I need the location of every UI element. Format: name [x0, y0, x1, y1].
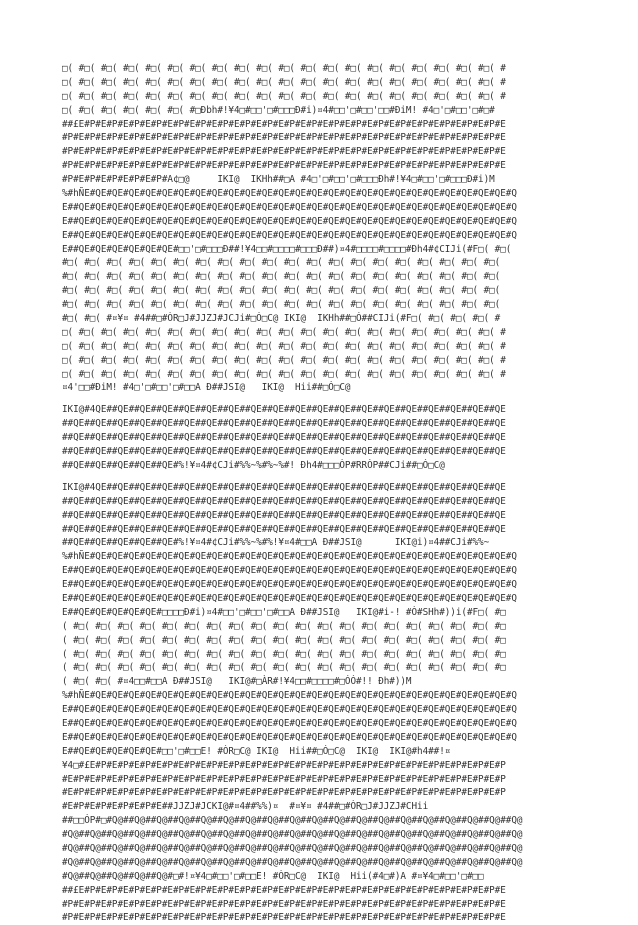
text-line: □( #□( #□( #□( #□( #□( #□( #□( #□( #□( #□( #□( #□( #□( #□( #□( #□( #□( #□( #□( #: [62, 368, 506, 380]
text-line: #E#P#E#P#E#P#E#P#E#P#E#P#E#P#E#P#E#P#E#P#E#P#E#P#E#P#E#P#E#P#E#P#E#P#E#P#E#P#E#P: [62, 787, 506, 799]
text-line: ##QE##QE##QE##QE##QE#%!¥¤4#¢CJi#%%~%#%~%#! Ðh4#□□□ÒP#RRÒP##CJi##□Ó□C@: [62, 459, 445, 471]
text-line: ##QE##QE##QE##QE##QE##QE##QE##QE##QE##QE##QE##QE##QE##QE##QE##QE##QE##QE##QE##QE: [62, 509, 506, 521]
text-line: E##QE#QE#QE#QE#QE#QE#QE#QE#QE#QE#QE#QE#QE#QE#QE#QE#QE#QE#QE#QE#QE#QE#QE#QE#QE#QE#Q: [62, 565, 517, 577]
text-line: ##QE##QE##QE##QE##QE##QE##QE##QE##QE##QE##QE##QE##QE##QE##QE##QE##QE##QE##QE##QE: [62, 495, 506, 507]
text-line: □( #□( #□( #□( #□( #□( #□( #□( #□( #□( #□( #□( #□( #□( #□( #□( #□( #□( #□( #□( #: [62, 76, 506, 88]
text-line: ( #□( #□( #□( #□( #□( #□( #□( #□( #□( #□( #□( #□( #□( #□( #□( #□( #□( #□( #□( #□: [62, 634, 506, 646]
text-line: □( #□( #□( #□( #□( #□( #□Ðbh#!¥4□#□□'□#□□□Ð#i)¤4#□□'□#□□'□□#ÐiM! #4□'□#□□'□#□#: [62, 104, 495, 116]
text-line: #□( #□( #□( #□( #□( #□( #□( #□( #□( #□( #□( #□( #□( #□( #□( #□( #□( #□( #□( #□(: [62, 271, 501, 283]
text-line: E##QE#QE#QE#QE#QE#QE#QE#QE#QE#QE#QE#QE#QE#QE#QE#QE#QE#QE#QE#QE#QE#QE#QE#QE#QE#QE#Q: [62, 592, 517, 604]
text-line: ¥4□#£E#P#E#P#E#P#E#P#E#P#E#P#E#P#E#P#E#P#E#P#E#P#E#P#E#P#E#P#E#P#E#P#E#P#E#P#E#P: [62, 759, 506, 771]
text-line: #Q@##Q@##Q@##Q@##Q@#□#!¤¥4□#□□'□#□□E! #ÒR□C@ IKI@ Hii(#4□#)A #¤¥4□#□□'□#□□: [62, 870, 484, 882]
text-line: ##QE##QE##QE##QE##QE##QE##QE##QE##QE##QE##QE##QE##QE##QE##QE##QE##QE##QE##QE##QE: [62, 446, 506, 458]
text-line: ##QE##QE##QE##QE##QE#%!¥¤4#¢CJi#%%~%#%!¥¤4#□□A Ð##JSI@ IKI@i)¤4##CJi#%%~: [62, 537, 490, 549]
text-line: %#hÑE#QE#QE#QE#QE#QE#QE#QE#QE#QE#QE#QE#QE#QE#QE#QE#QE#QE#QE#QE#QE#QE#QE#QE#QE#QE#Q: [62, 551, 517, 563]
text-line: #P#E#P#E#P#E#P#E#P#E#P#E#P#E#P#E#P#E#P#E#P#E#P#E#P#E#P#E#P#E#P#E#P#E#P#E#P#E#P#E: [62, 132, 506, 144]
text-block-3: [62, 481, 638, 925]
text-line: ##QE##QE##QE##QE##QE##QE##QE##QE##QE##QE##QE##QE##QE##QE##QE##QE##QE##QE##QE##QE: [62, 418, 506, 430]
text-line: ( #□( #□( #□( #□( #□( #□( #□( #□( #□( #□( #□( #□( #□( #□( #□( #□( #□( #□( #□( #□: [62, 648, 506, 660]
text-line: #Q@##Q@##Q@##Q@##Q@##Q@##Q@##Q@##Q@##Q@##Q@##Q@##Q@##Q@##Q@##Q@##Q@##Q@##Q@##Q@##Q@: [62, 856, 523, 868]
text-line: #Q@##Q@##Q@##Q@##Q@##Q@##Q@##Q@##Q@##Q@##Q@##Q@##Q@##Q@##Q@##Q@##Q@##Q@##Q@##Q@##Q@: [62, 842, 523, 854]
text-line: #□( #□( #□( #□( #□( #□( #□( #□( #□( #□( #□( #□( #□( #□( #□( #□( #□( #□( #□( #□(: [62, 257, 501, 269]
text-block-2: [62, 403, 638, 472]
text-line: ( #□( #□( #□( #□( #□( #□( #□( #□( #□( #□( #□( #□( #□( #□( #□( #□( #□( #□( #□( #□: [62, 662, 506, 674]
text-line: E##QE#QE#QE#QE#QE#QE#QE#QE#QE#QE#QE#QE#QE#QE#QE#QE#QE#QE#QE#QE#QE#QE#QE#QE#QE#QE#Q: [62, 201, 517, 213]
text-line: #Q@##Q@##Q@##Q@##Q@##Q@##Q@##Q@##Q@##Q@##Q@##Q@##Q@##Q@##Q@##Q@##Q@##Q@##Q@##Q@##Q@: [62, 829, 523, 841]
text-line: E##QE#QE#QE#QE#QE#QE#QE#QE#QE#QE#QE#QE#QE#QE#QE#QE#QE#QE#QE#QE#QE#QE#QE#QE#QE#QE#Q: [62, 579, 517, 591]
text-line: E##QE#QE#QE#QE#QE#QE#QE#QE#QE#QE#QE#QE#QE#QE#QE#QE#QE#QE#QE#QE#QE#QE#QE#QE#QE#QE#Q: [62, 229, 517, 241]
text-line: IKI@#4QE##QE##QE##QE##QE##QE##QE##QE##QE##QE##QE##QE##QE##QE##QE##QE##QE##QE##QE: [62, 404, 506, 416]
text-line: ( #□( #□( #¤4□□#□□A Ð##JSI@ IKI@#□ÀR#!¥4□□#□□□□#□ÓÓ#!! Ðh#))M: [62, 676, 412, 688]
text-line: E##QE#QE#QE#QE#QE#□□□□Ð#i)¤4#□□'□#□□'□#□□A Ð##JSI@ IKI@#i-! #Ò#SHh#))i(#F□( #□: [62, 606, 506, 618]
text-line: □( #□( #□( #□( #□( #□( #□( #□( #□( #□( #□( #□( #□( #□( #□( #□( #□( #□( #□( #□( #: [62, 326, 506, 338]
text-line: □( #□( #□( #□( #□( #□( #□( #□( #□( #□( #□( #□( #□( #□( #□( #□( #□( #□( #□( #□( #: [62, 340, 506, 352]
text-line: IKI@#4QE##QE##QE##QE##QE##QE##QE##QE##QE##QE##QE##QE##QE##QE##QE##QE##QE##QE##QE: [62, 481, 506, 493]
text-line: #P#E#P#E#P#E#P#E#P#E#P#E#P#E#P#E#P#E#P#E#P#E#P#E#P#E#P#E#P#E#P#E#P#E#P#E#P#E#P#E: [62, 146, 506, 158]
text-line: %#hÑE#QE#QE#QE#QE#QE#QE#QE#QE#QE#QE#QE#QE#QE#QE#QE#QE#QE#QE#QE#QE#QE#QE#QE#QE#QE#Q: [62, 188, 517, 200]
text-line: ##£E#P#E#P#E#P#E#P#E#P#E#P#E#P#E#P#E#P#E#P#E#P#E#P#E#P#E#P#E#P#E#P#E#P#E#P#E#P#E: [62, 884, 506, 896]
text-line: #E#P#E#P#E#P#E#P#E#P#E#P#E#P#E#P#E#P#E#P#E#P#E#P#E#P#E#P#E#P#E#P#E#P#E#P#E#P#E#P: [62, 773, 506, 785]
text-line: E##QE#QE#QE#QE#QE#QE#QE#QE#QE#QE#QE#QE#QE#QE#QE#QE#QE#QE#QE#QE#QE#QE#QE#QE#QE#QE#Q: [62, 717, 517, 729]
text-line: E##QE#QE#QE#QE#QE#QE#QE#QE#QE#QE#QE#QE#QE#QE#QE#QE#QE#QE#QE#QE#QE#QE#QE#QE#QE#QE#Q: [62, 731, 517, 743]
text-line: □( #□( #□( #□( #□( #□( #□( #□( #□( #□( #□( #□( #□( #□( #□( #□( #□( #□( #□( #□( #: [62, 63, 506, 74]
text-line: #E#P#E#P#E#P#E#P#E##JJZJ#JCKI@#¤4##%%)¤ #¤¥¤ #4##□#ÒR□J#JJZJ#CHii: [62, 801, 429, 813]
text-line: E##QE#QE#QE#QE#QE#QE#QE#QE#QE#QE#QE#QE#QE#QE#QE#QE#QE#QE#QE#QE#QE#QE#QE#QE#QE#QE#Q: [62, 704, 517, 716]
text-line: ( #□( #□( #□( #□( #□( #□( #□( #□( #□( #□( #□( #□( #□( #□( #□( #□( #□( #□( #□( #□: [62, 620, 506, 632]
text-line: #P#E#P#E#P#E#P#E#P#E#P#E#P#E#P#E#P#E#P#E#P#E#P#E#P#E#P#E#P#E#P#E#P#E#P#E#P#E#P#E: [62, 912, 506, 924]
text-line: %#hÑE#QE#QE#QE#QE#QE#QE#QE#QE#QE#QE#QE#QE#QE#QE#QE#QE#QE#QE#QE#QE#QE#QE#QE#QE#QE#Q: [62, 690, 517, 702]
text-block-1: [62, 62, 638, 395]
text-line: ##QE##QE##QE##QE##QE##QE##QE##QE##QE##QE##QE##QE##QE##QE##QE##QE##QE##QE##QE##QE: [62, 432, 506, 444]
text-line: ##QE##QE##QE##QE##QE##QE##QE##QE##QE##QE##QE##QE##QE##QE##QE##QE##QE##QE##QE##QE: [62, 523, 506, 535]
text-line: #□( #□( #□( #□( #□( #□( #□( #□( #□( #□( #□( #□( #□( #□( #□( #□( #□( #□( #□( #□(: [62, 299, 501, 311]
text-line: E##QE#QE#QE#QE#QE#QE#□□'□#□□□Ð##!¥4□□#□□□□#□□□Ð##)¤4#□□□□#□□□□#Ðh4#¢CIJi(#F□( #□(: [62, 243, 512, 255]
text-line: #P#E#P#E#P#E#P#E#P#E#P#E#P#E#P#E#P#E#P#E#P#E#P#E#P#E#P#E#P#E#P#E#P#E#P#E#P#E#P#E: [62, 160, 506, 172]
text-line: □( #□( #□( #□( #□( #□( #□( #□( #□( #□( #□( #□( #□( #□( #□( #□( #□( #□( #□( #□( #: [62, 354, 506, 366]
text-line: #P#E#P#E#P#E#P#E#P#A¢□@ IKI@ IKHh##□A #4□'□#□□'□#□□□Ðh#!¥4□#□□'□#□□□Ð#i)M: [62, 174, 495, 186]
text-line: #P#E#P#E#P#E#P#E#P#E#P#E#P#E#P#E#P#E#P#E#P#E#P#E#P#E#P#E#P#E#P#E#P#E#P#E#P#E#P#E: [62, 898, 506, 910]
text-line: E##QE#QE#QE#QE#QE#QE#QE#QE#QE#QE#QE#QE#QE#QE#QE#QE#QE#QE#QE#QE#QE#QE#QE#QE#QE#QE#Q: [62, 215, 517, 227]
text-line: #□( #□( #¤¥¤ #4##□#ÒR□J#JJZJ#JCJi#□Ó□C@ IKI@ IKHh##□Ó##CIJi(#F□( #□( #□( #□( #: [62, 313, 501, 325]
text-line: □( #□( #□( #□( #□( #□( #□( #□( #□( #□( #□( #□( #□( #□( #□( #□( #□( #□( #□( #□( #: [62, 90, 506, 102]
text-line: ##£E#P#E#P#E#P#E#P#E#P#E#P#E#P#E#P#E#P#E#P#E#P#E#P#E#P#E#P#E#P#E#P#E#P#E#P#E#P#E: [62, 118, 506, 130]
text-line: ##□□ÓP#□#Q@##Q@##Q@##Q@##Q@##Q@##Q@##Q@##Q@##Q@##Q@##Q@##Q@##Q@##Q@##Q@##Q@##Q@##Q@: [62, 815, 523, 827]
text-line: #□( #□( #□( #□( #□( #□( #□( #□( #□( #□( #□( #□( #□( #□( #□( #□( #□( #□( #□( #□(: [62, 285, 501, 297]
text-line: E##QE#QE#QE#QE#QE#□□'□#□□E! #ÒR□C@ IKI@ Hii##□Ó□C@ IKI@ IKI@#h4##!¤: [62, 745, 451, 757]
text-line: ¤4'□□#ÐiM! #4□'□#□□'□#□□A Ð##JSI@ IKI@ Hii##□Ó□C@: [62, 382, 351, 394]
